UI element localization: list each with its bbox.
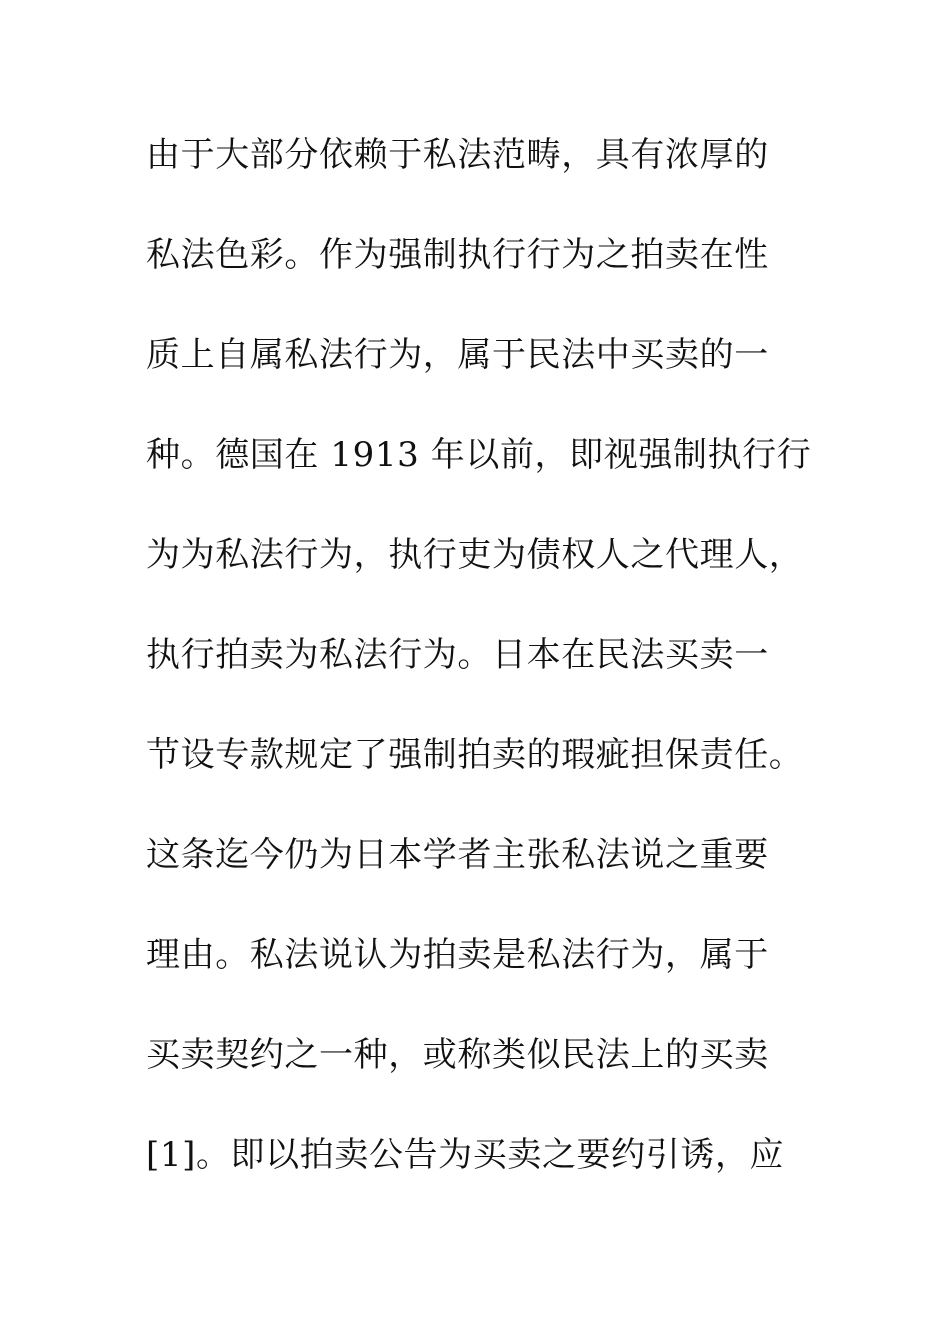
text-line: 质上自属私法行为，属于民法中买卖的一 [146,335,769,375]
text-line: 种。德国在 1913 年以前，即视强制执行行 [146,435,812,475]
text-line: 执行拍卖为私法行为。日本在民法买卖一 [146,635,769,675]
text-line: 节设专款规定了强制拍卖的瑕疵担保责任。 [146,735,804,775]
text-line: 私法色彩。作为强制执行行为之拍卖在性 [146,235,769,275]
body-text [146,126,826,1226]
text-line: 买卖契约之一种，或称类似民法上的买卖 [146,1035,769,1075]
text-line: 由于大部分依赖于私法范畴，具有浓厚的 [146,135,769,175]
text-line: [1]。即以拍卖公告为买卖之要约引诱，应 [146,1135,785,1175]
text-line: 这条迄今仍为日本学者主张私法说之重要 [146,835,769,875]
text-line: 理由。私法说认为拍卖是私法行为，属于 [146,935,769,975]
text-line: 为为私法行为，执行吏为债权人之代理人， [146,535,804,575]
